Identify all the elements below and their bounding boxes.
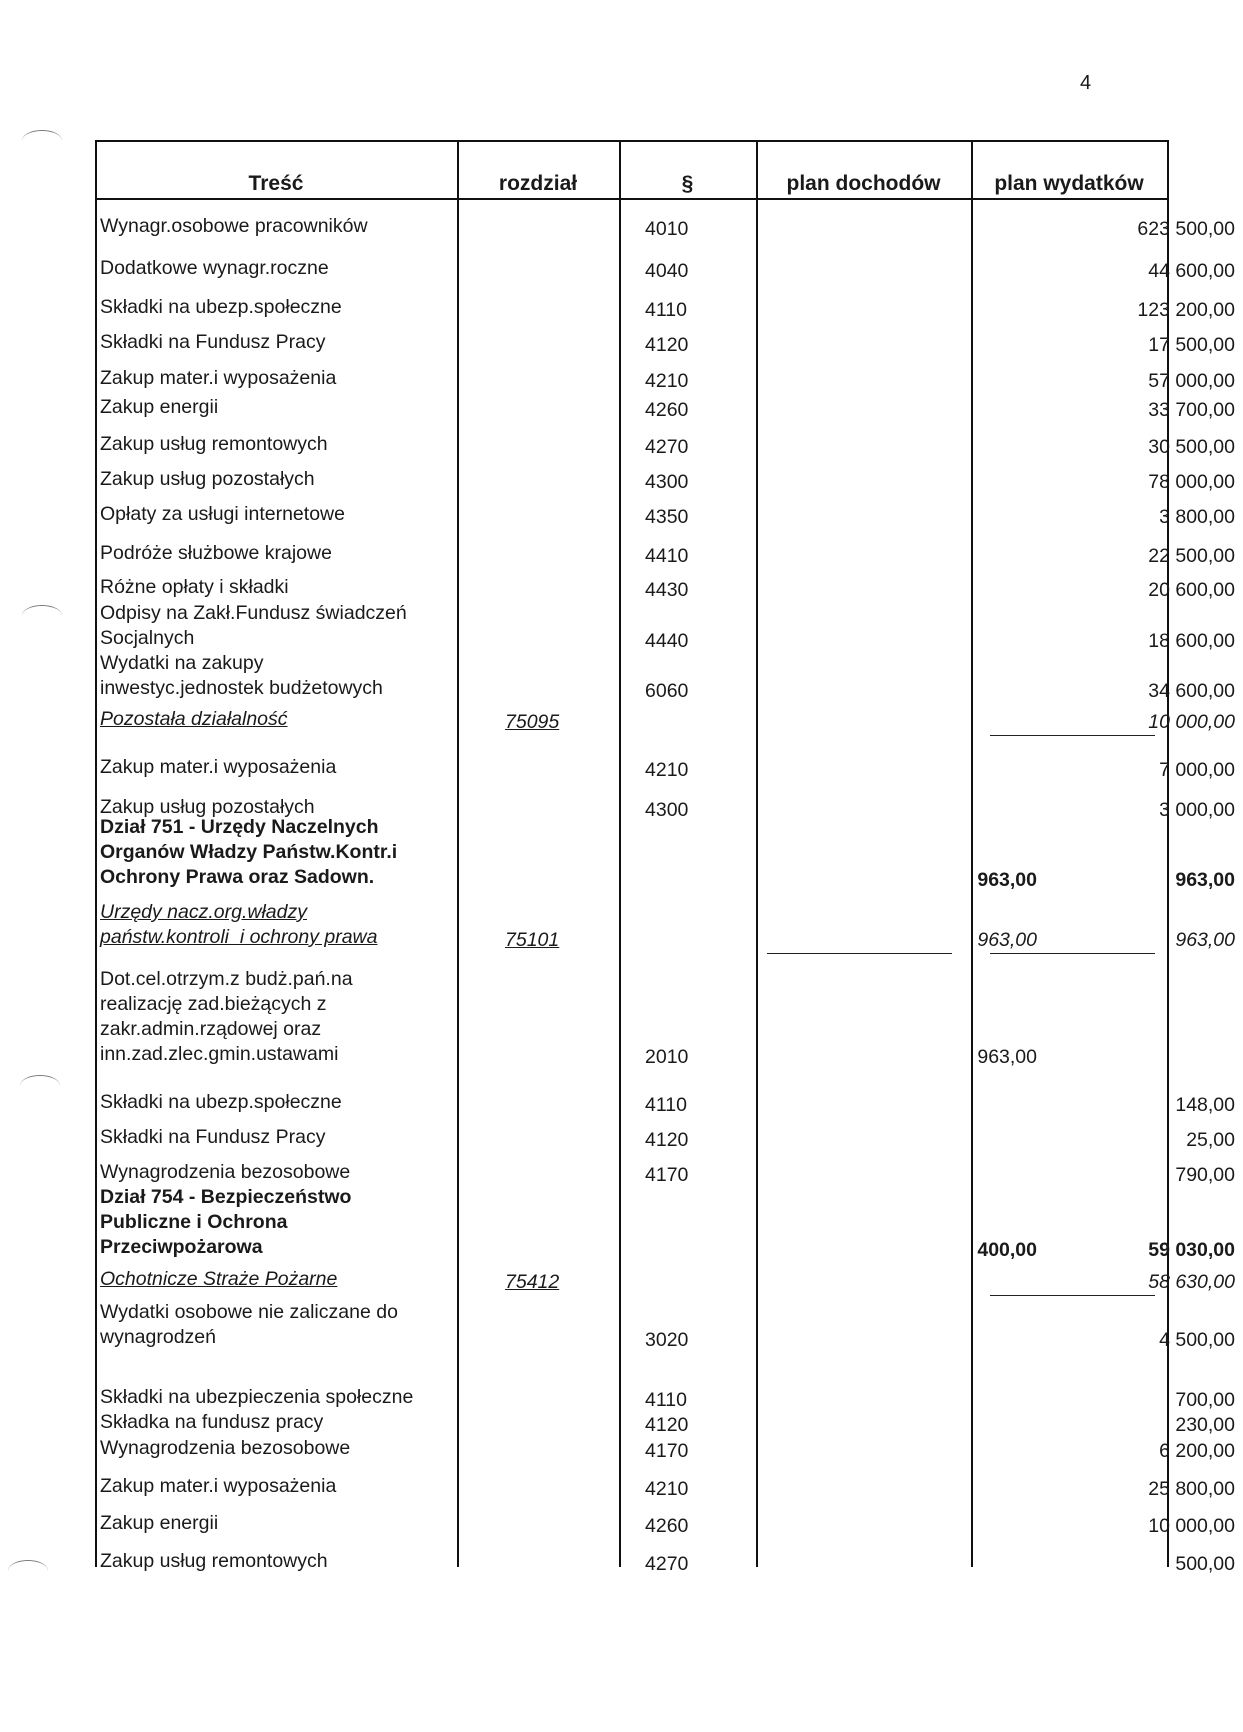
cell-tresc: Wynagrodzenia bezosobowe (100, 1161, 351, 1183)
cell-tresc: Ochotnicze Straże Pożarne (100, 1268, 338, 1290)
cell-paragraf: 4270 (645, 436, 689, 458)
subtotal-rule (990, 1295, 1155, 1296)
cell-plan-wydatkow: 3 000,00 (1159, 799, 1235, 821)
cell-paragraf: 4170 (645, 1440, 689, 1462)
cell-plan-dochodow: 400,00 (977, 1239, 1037, 1261)
cell-tresc: Zakup energii (100, 1512, 219, 1534)
header-plan-wydatkow: plan wydatków (994, 172, 1144, 195)
cell-paragraf: 4430 (645, 579, 689, 601)
cell-tresc: Dział 751 - Urzędy Naczelnych Organów Władzy Państw.Kontr.i Ochrony Prawa oraz Sadown. (100, 816, 398, 888)
cell-plan-wydatkow: 78 000,00 (1148, 471, 1235, 493)
header-paragraf: § (681, 172, 694, 195)
cell-paragraf: 4210 (645, 759, 689, 781)
cell-paragraf: 4260 (645, 399, 689, 421)
cell-paragraf: 4270 (645, 1553, 689, 1575)
cell-tresc: Zakup mater.i wyposażenia (100, 1475, 337, 1497)
margin-mark (20, 1075, 60, 1096)
cell-tresc: Podróże służbowe krajowe (100, 542, 332, 564)
table-top-border (95, 140, 1167, 142)
cell-plan-wydatkow: 963,00 (1175, 869, 1235, 891)
cell-tresc: Wydatki osobowe nie zaliczane do wynagrodzeń (100, 1301, 398, 1348)
cell-plan-wydatkow: 230,00 (1175, 1414, 1235, 1436)
cell-paragraf: 4120 (645, 1129, 689, 1151)
cell-paragraf: 4300 (645, 799, 689, 821)
cell-tresc: Zakup usług pozostałych (100, 468, 315, 490)
cell-plan-wydatkow: 34 600,00 (1148, 680, 1235, 702)
cell-plan-wydatkow: 123 200,00 (1137, 299, 1235, 321)
cell-tresc: Dodatkowe wynagr.roczne (100, 257, 329, 279)
cell-paragraf: 4010 (645, 218, 689, 240)
cell-plan-wydatkow: 148,00 (1175, 1094, 1235, 1116)
cell-tresc: Składki na ubezp.społeczne (100, 1091, 342, 1113)
cell-tresc: Zakup usług remontowych (100, 433, 328, 455)
cell-rozdzial: 75412 (505, 1271, 560, 1293)
cell-plan-wydatkow: 3 800,00 (1159, 506, 1235, 528)
cell-rozdzial: 75095 (505, 711, 560, 733)
column-divider (95, 140, 97, 1567)
cell-plan-wydatkow: 17 500,00 (1148, 334, 1235, 356)
cell-plan-wydatkow: 18 600,00 (1148, 630, 1235, 652)
cell-plan-dochodow: 963,00 (977, 869, 1037, 891)
subtotal-rule (990, 735, 1155, 736)
cell-plan-wydatkow: 963,00 (1175, 929, 1235, 951)
cell-tresc: Zakup mater.i wyposażenia (100, 367, 337, 389)
cell-tresc: Wynagr.osobowe pracowników (100, 215, 368, 237)
cell-plan-wydatkow: 30 500,00 (1148, 436, 1235, 458)
cell-paragraf: 4350 (645, 506, 689, 528)
cell-plan-wydatkow: 59 030,00 (1148, 1239, 1235, 1261)
column-divider (457, 140, 459, 1567)
cell-plan-wydatkow: 10 000,00 (1148, 1515, 1235, 1537)
header-rozdzial: rozdział (498, 172, 578, 195)
cell-plan-wydatkow: 790,00 (1175, 1164, 1235, 1186)
cell-paragraf: 4170 (645, 1164, 689, 1186)
cell-tresc: Zakup mater.i wyposażenia (100, 756, 337, 778)
cell-tresc: Zakup energii (100, 396, 219, 418)
cell-plan-wydatkow: 33 700,00 (1148, 399, 1235, 421)
margin-mark (22, 605, 62, 626)
cell-paragraf: 6060 (645, 680, 689, 702)
cell-plan-wydatkow: 10 000,00 (1148, 711, 1235, 733)
budget-table (95, 140, 1235, 1575)
cell-tresc: Składki na ubezpieczenia społeczne (100, 1386, 414, 1408)
cell-paragraf: 4110 (645, 1389, 687, 1411)
cell-plan-wydatkow: 500,00 (1175, 1553, 1235, 1575)
cell-paragraf: 4110 (645, 299, 687, 321)
header-tresc: Treść (248, 172, 304, 195)
cell-plan-wydatkow: 57 000,00 (1148, 370, 1235, 392)
cell-plan-wydatkow: 44 600,00 (1148, 260, 1235, 282)
cell-tresc: Zakup usług remontowych (100, 1550, 328, 1572)
cell-plan-wydatkow: 25,00 (1186, 1129, 1235, 1151)
cell-paragraf: 4300 (645, 471, 689, 493)
cell-paragraf: 4410 (645, 545, 689, 567)
cell-plan-wydatkow: 22 500,00 (1148, 545, 1235, 567)
cell-plan-wydatkow: 20 600,00 (1148, 579, 1235, 601)
cell-tresc: Wynagrodzenia bezosobowe (100, 1437, 351, 1459)
subtotal-rule (767, 953, 952, 954)
margin-mark (22, 130, 62, 151)
cell-tresc: Składki na Fundusz Pracy (100, 331, 326, 353)
page-number: 4 (1080, 72, 1092, 94)
cell-tresc: Dot.cel.otrzym.z budż.pań.na realizację zad.bieżących z zakr.admin.rządowej oraz inn.zad.zlec.gmin.ustawami (100, 968, 353, 1065)
header-bottom-border (95, 198, 1167, 200)
cell-paragraf: 3020 (645, 1329, 689, 1351)
cell-paragraf: 4210 (645, 370, 689, 392)
cell-paragraf: 4260 (645, 1515, 689, 1537)
column-divider (756, 140, 758, 1567)
cell-rozdzial: 75101 (505, 929, 560, 951)
cell-paragraf: 2010 (645, 1046, 689, 1068)
cell-tresc: Opłaty za usługi internetowe (100, 503, 345, 525)
column-divider (971, 140, 973, 1567)
cell-plan-dochodow: 963,00 (977, 929, 1037, 951)
cell-tresc: Składki na Fundusz Pracy (100, 1126, 326, 1148)
cell-tresc: Pozostała działalność (100, 708, 288, 730)
cell-tresc: Zakup usług pozostałych (100, 796, 315, 818)
cell-tresc: Dział 754 - Bezpieczeństwo Publiczne i Ochrona Przeciwpożarowa (100, 1186, 352, 1258)
cell-paragraf: 4210 (645, 1478, 689, 1500)
cell-tresc: Składki na ubezp.społeczne (100, 296, 342, 318)
cell-plan-wydatkow: 58 630,00 (1148, 1271, 1235, 1293)
cell-plan-wydatkow: 4 500,00 (1159, 1329, 1235, 1351)
cell-paragraf: 4110 (645, 1094, 687, 1116)
cell-plan-wydatkow: 6 200,00 (1159, 1440, 1235, 1462)
cell-paragraf: 4040 (645, 260, 689, 282)
margin-mark (8, 1560, 48, 1581)
cell-tresc: Różne opłaty i składki (100, 576, 289, 598)
cell-tresc: Odpisy na Zakł.Fundusz świadczeń Socjalnych (100, 602, 407, 649)
cell-paragraf: 4120 (645, 1414, 689, 1436)
subtotal-rule (990, 953, 1155, 954)
cell-tresc: Urzędy nacz.org.władzy państw.kontroli i ochrony prawa (100, 901, 378, 948)
cell-plan-wydatkow: 7 000,00 (1159, 759, 1235, 781)
header-plan-dochodow: plan dochodów (786, 172, 941, 195)
cell-plan-wydatkow: 700,00 (1175, 1389, 1235, 1411)
cell-tresc: Składka na fundusz pracy (100, 1411, 324, 1433)
cell-tresc: Wydatki na zakupy inwestyc.jednostek budżetowych (100, 652, 383, 699)
cell-paragraf: 4120 (645, 334, 689, 356)
cell-plan-wydatkow: 25 800,00 (1148, 1478, 1235, 1500)
cell-plan-dochodow: 963,00 (977, 1046, 1037, 1068)
column-divider (619, 140, 621, 1567)
cell-plan-wydatkow: 623 500,00 (1137, 218, 1235, 240)
cell-paragraf: 4440 (645, 630, 689, 652)
